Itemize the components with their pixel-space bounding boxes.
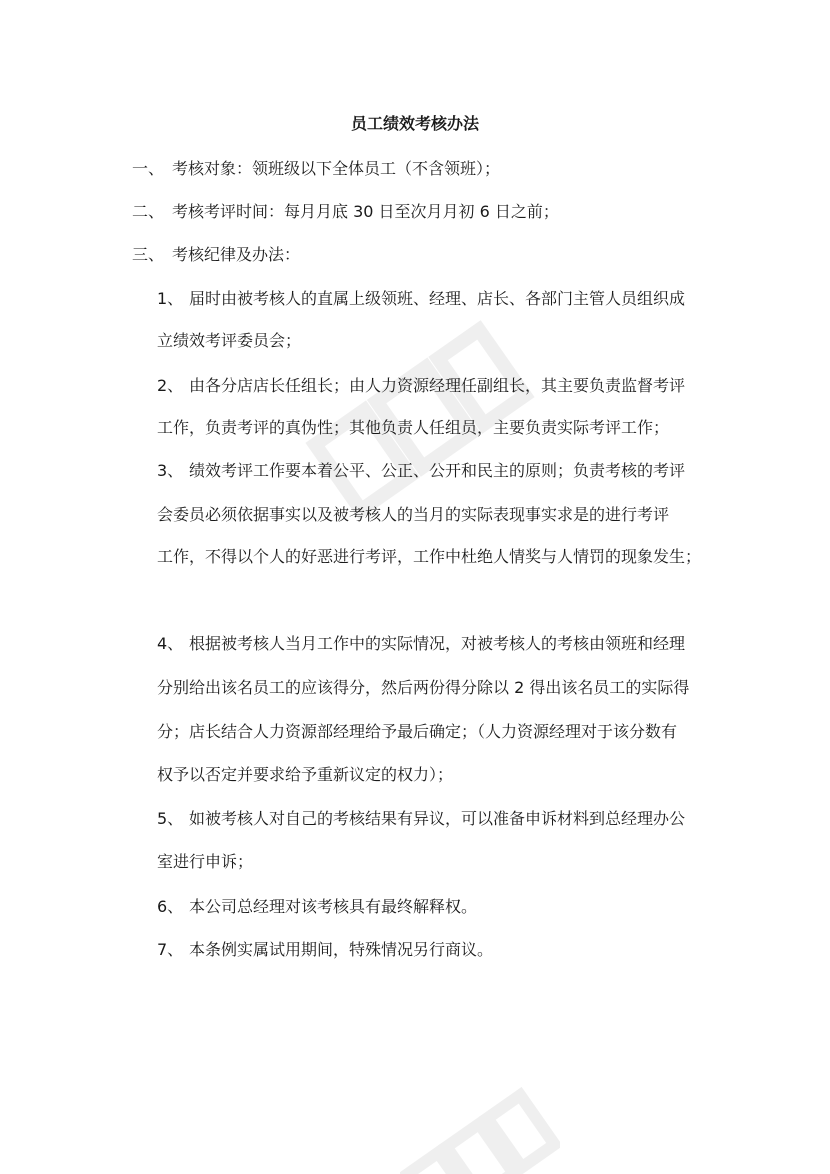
item-text: 工作，负责考评的真伪性；其他负责人任组员，主要负责实际考评工作； bbox=[157, 418, 670, 437]
item-number: 7、 bbox=[157, 940, 184, 959]
item-text: 分；店长结合人力资源部经理给予最后确定；（人力资源经理对于该分数有 bbox=[157, 722, 678, 741]
item-text: 会委员必须依据事实以及被考核人的当月的实际表现事实求是的进行考评 bbox=[157, 505, 670, 524]
item-number: 2、 bbox=[157, 376, 184, 395]
item-number: 4、 bbox=[157, 634, 184, 653]
item-number: 3、 bbox=[157, 461, 184, 480]
item-text: 工作，不得以个人的好恶进行考评，工作中杜绝人情奖与人情罚的现象发生； bbox=[157, 547, 702, 566]
section-text: 考核纪律及办法： bbox=[172, 245, 301, 264]
document-title: 员工绩效考核办法 bbox=[350, 114, 479, 133]
item-text: 绩效考评工作要本着公平、公正、公开和民主的原则；负责考核的考评 bbox=[189, 461, 686, 480]
item-text: 权予以否定并要求给予重新议定的权力）； bbox=[157, 765, 454, 784]
watermark-logo-bottom bbox=[400, 1080, 560, 1174]
item-text: 根据被考核人当月工作中的实际情况，对被考核人的考核由领班和经理 bbox=[189, 634, 686, 653]
item-text: 如被考核人对自己的考核结果有异议，可以准备申诉材料到总经理办公 bbox=[189, 809, 686, 828]
item-number: 5、 bbox=[157, 809, 184, 828]
section-text: 考核考评时间：每月月底 30 日至次月月初 6 日之前； bbox=[172, 202, 559, 221]
section-text: 考核对象：领班级以下全体员工（不含领班）； bbox=[172, 159, 501, 178]
item-text: 由各分店店长任组长；由人力资源经理任副组长，其主要负责监督考评 bbox=[189, 376, 686, 395]
item-text: 本条例实属试用期间，特殊情况另行商议。 bbox=[189, 940, 494, 959]
section-number: 三、 bbox=[132, 245, 165, 264]
section-number: 二、 bbox=[132, 202, 165, 221]
item-text: 室进行申诉； bbox=[157, 852, 254, 871]
item-number: 6、 bbox=[157, 897, 184, 916]
item-text: 本公司总经理对该考核具有最终解释权。 bbox=[189, 897, 478, 916]
item-text: 立绩效考评委员会； bbox=[157, 331, 302, 350]
item-number: 1、 bbox=[157, 289, 184, 308]
item-text: 分别给出该名员工的应该得分，然后两份得分除以 2 得出该名员工的实际得 bbox=[157, 678, 690, 697]
item-text: 届时由被考核人的直属上级领班、经理、店长、各部门主管人员组织成 bbox=[189, 289, 686, 308]
section-number: 一、 bbox=[132, 159, 165, 178]
